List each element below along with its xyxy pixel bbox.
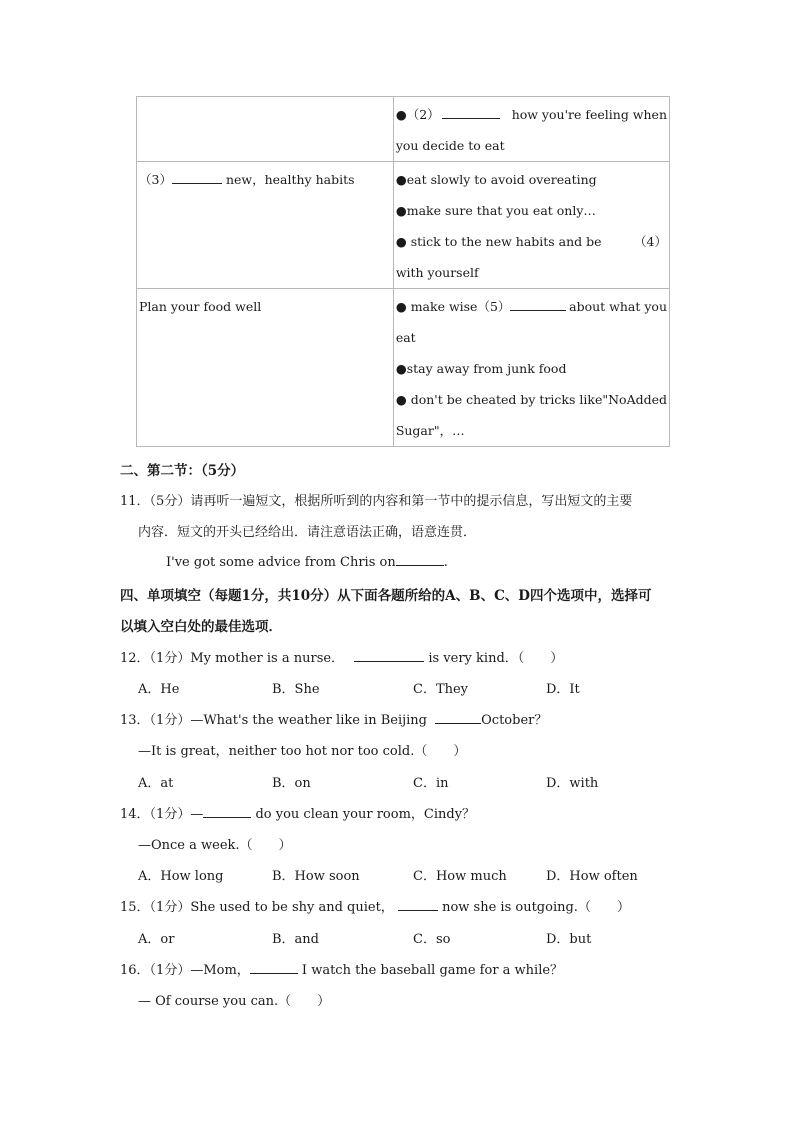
table-text: new，healthy habits	[225, 172, 355, 187]
table-text: ●eat slowly to avoid overeating	[395, 172, 597, 187]
question-text: —It is great，neither too hot nor too cold.（ ）	[138, 744, 467, 759]
table-text: with yourself	[395, 265, 479, 280]
question-text: .	[443, 555, 448, 570]
table-text: ● stick to the new habits and be	[395, 234, 602, 249]
option[interactable]: D．but	[546, 932, 592, 947]
option[interactable]: A．He	[138, 682, 180, 697]
answer-blank	[203, 805, 251, 818]
option[interactable]: D．It	[546, 682, 580, 697]
option[interactable]: C．They	[413, 682, 469, 697]
answer-blank	[172, 171, 222, 184]
table-text: ● make wise（5）	[395, 299, 511, 314]
table-row	[137, 289, 670, 447]
question-text: — Of course you can.（ ）	[138, 994, 331, 1009]
option[interactable]: B．on	[272, 776, 311, 791]
answer-blank	[510, 298, 566, 311]
table-row	[137, 162, 670, 289]
table-cell-left	[137, 97, 394, 162]
option[interactable]: B．and	[272, 932, 319, 947]
table-text: Added	[626, 392, 667, 407]
question-16: 16．（1分）—Mom， I watch the baseball game for a while？	[120, 963, 564, 978]
option[interactable]: D．with	[546, 776, 599, 791]
option[interactable]: A．at	[138, 776, 174, 791]
table-text: you decide to eat	[395, 138, 505, 153]
answer-blank	[250, 961, 298, 974]
question-text: 11．（5分）请再听一遍短文，根据所听到的内容和第一节中的提示信息，写出短文的主要	[120, 494, 633, 509]
question-13: 13．（1分）—What's the weather like in Beijing October？	[120, 713, 548, 728]
question-text: 内容．短文的开头已经给出．请注意语法正确，语意连贯．	[138, 525, 477, 540]
question-15: 15．（1分）She used to be shy and quiet， now she is outgoing.（ ）	[120, 900, 630, 915]
answer-blank	[396, 553, 444, 566]
table-cell-right	[393, 289, 669, 447]
table-text: ●make sure that you eat only…	[395, 203, 596, 218]
option[interactable]: C．so	[413, 932, 451, 947]
section-heading: 二、第二节：（5分）	[120, 463, 245, 479]
answer-blank	[435, 711, 481, 724]
table-text: ●（2）	[395, 107, 440, 122]
table-text: （3）	[139, 172, 172, 187]
content-table	[136, 96, 670, 447]
answer-blank	[354, 649, 424, 662]
question-12: 12．（1分）My mother is a nurse． is very kind．（ ）	[120, 651, 564, 666]
section-heading: 四、单项填空（每题1分，共10分）从下面各题所给的A、B、C、D四个选项中，选择可	[120, 588, 652, 604]
table-row	[137, 97, 670, 162]
table-text: about what you	[569, 299, 667, 314]
option[interactable]: B．She	[272, 682, 320, 697]
table-text: how you're feeling when	[511, 107, 667, 122]
table-cell-right	[393, 162, 669, 289]
table-text: ●stay away from junk food	[395, 361, 567, 376]
table-cell-right	[393, 97, 669, 162]
option[interactable]: B．How soon	[272, 869, 360, 884]
table-text: ● don't be cheated by tricks like"No	[395, 392, 627, 407]
option[interactable]: A．How long	[138, 869, 224, 884]
option[interactable]: C．in	[413, 776, 449, 791]
section-heading: 以填入空白处的最佳选项．	[120, 619, 282, 635]
answer-blank	[398, 898, 438, 911]
table-cell-left	[137, 162, 394, 289]
table-text: （4）	[634, 234, 667, 249]
option[interactable]: D．How often	[546, 869, 638, 884]
question-14: 14．（1分）— do you clean your room，Cindy？	[120, 807, 476, 822]
question-text: —Once a week.（ ）	[138, 838, 292, 853]
table-text: Plan your food well	[139, 299, 262, 314]
question-text: I've got some advice from Chris on	[166, 555, 396, 570]
answer-blank	[442, 106, 500, 119]
question-start-line	[166, 553, 448, 570]
option[interactable]: C．How much	[413, 869, 507, 884]
table-text: Sugar"，…	[395, 423, 465, 438]
table-cell-left	[137, 289, 394, 447]
table-text: eat	[395, 330, 416, 345]
option[interactable]: A．or	[138, 932, 175, 947]
